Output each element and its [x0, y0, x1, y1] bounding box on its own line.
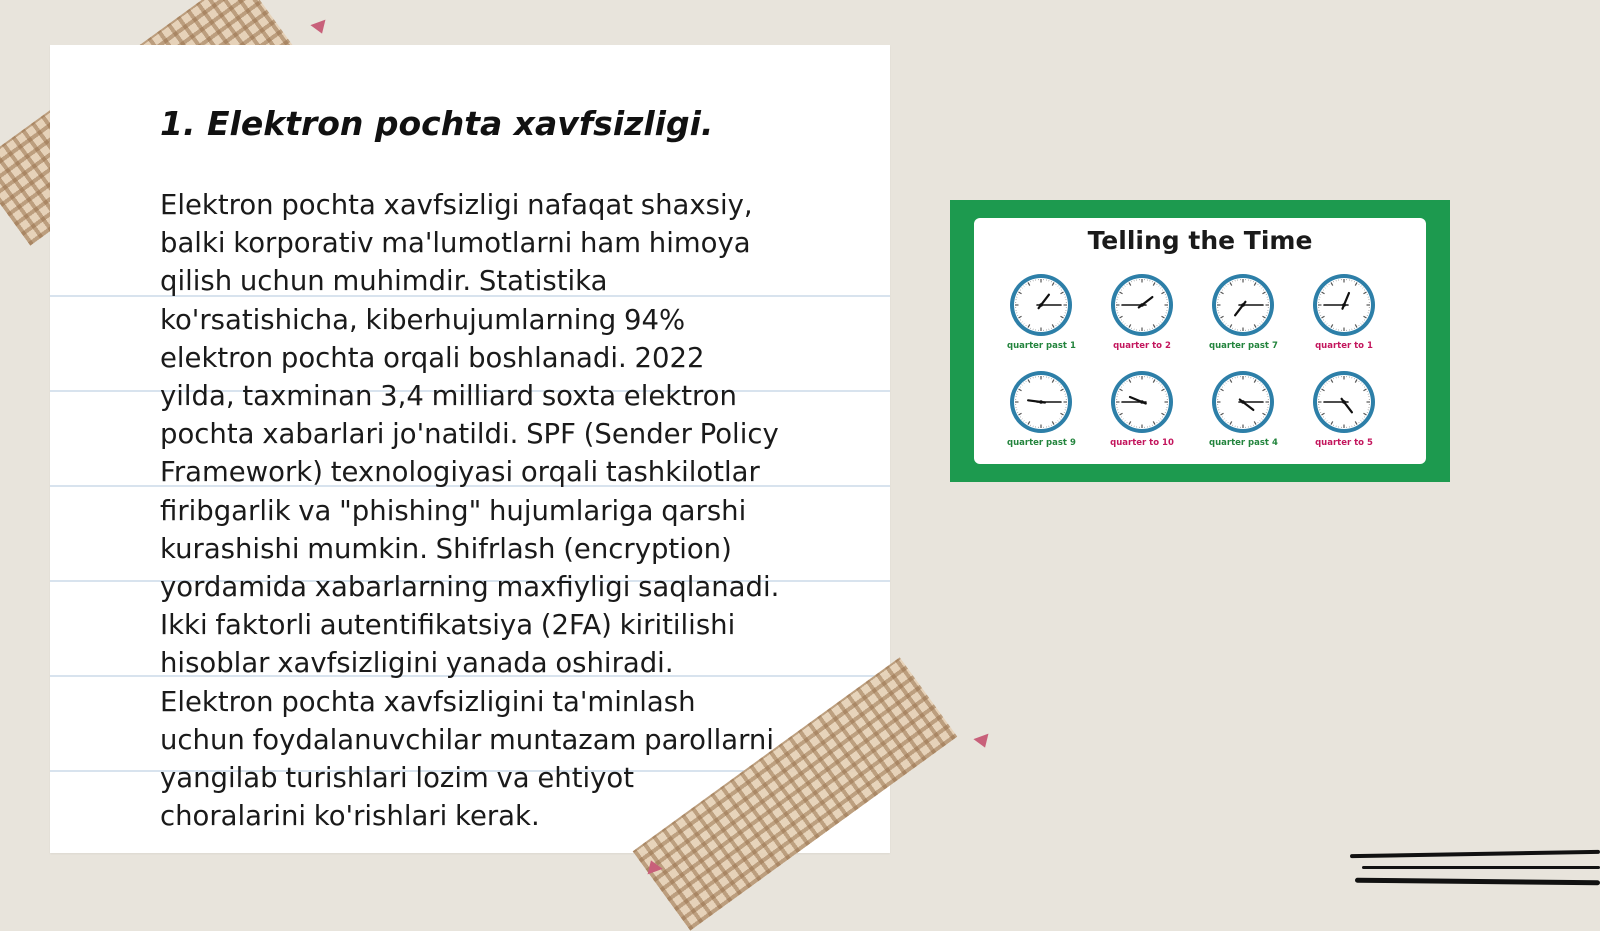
clock-label: quarter to 1: [1310, 341, 1378, 351]
clock-face-icon: [1008, 272, 1074, 338]
clock-face-icon: [1109, 272, 1175, 338]
brush-stroke-decoration: [1362, 866, 1600, 869]
body-text-line: yordamida xabarlarning maxfiyligi saqlanadi.: [160, 568, 850, 606]
clock-label: quarter past 7: [1209, 341, 1277, 351]
body-text-line: yangilab turishlari lozim va ehtiyot: [160, 759, 850, 797]
body-text-line: ko'rsatishicha, kiberhujumlarning 94%: [160, 301, 850, 339]
body-text-line: elektron pochta orqali boshlanadi. 2022: [160, 339, 850, 377]
poster-title: Telling the Time: [974, 226, 1426, 255]
clock-face-icon: [1311, 272, 1377, 338]
clock-label: quarter past 9: [1007, 438, 1075, 448]
slide-title: 1. Elektron pochta xavfsizligi.: [160, 104, 713, 143]
clock-label: quarter past 1: [1007, 341, 1075, 351]
clock-face-icon: [1311, 369, 1377, 435]
clock-label: quarter past 4: [1209, 438, 1277, 448]
body-text-line: Ikki faktorli autentifikatsiya (2FA) kiritilishi: [160, 606, 850, 644]
body-text-line: choralarini ko'rishlari kerak.: [160, 797, 850, 835]
clock-item: [1007, 369, 1075, 448]
body-text-line: kurashishi mumkin. Shifrlash (encryption): [160, 530, 850, 568]
clock-label: quarter to 10: [1108, 438, 1176, 448]
clock-face-icon: [1008, 369, 1074, 435]
body-text-line: Elektron pochta xavfsizligi nafaqat shaxsiy,: [160, 186, 850, 224]
clock-face-icon: [1210, 369, 1276, 435]
clock-item: [1209, 272, 1277, 351]
clock-item: [1310, 369, 1378, 448]
clock-label: quarter to 2: [1108, 341, 1176, 351]
slide-body-text: [160, 186, 850, 835]
body-text-line: Elektron pochta xavfsizligini ta'minlash: [160, 683, 850, 721]
clock-label: quarter to 5: [1310, 438, 1378, 448]
clock-item: [1310, 272, 1378, 351]
body-text-line: uchun foydalanuvchilar muntazam parollarni: [160, 721, 850, 759]
body-text-line: qilish uchun muhimdir. Statistika: [160, 262, 850, 300]
body-text-line: hisoblar xavfsizligini yanada oshiradi.: [160, 644, 850, 682]
tape-tip-decoration: [310, 20, 329, 37]
clock-item: [1007, 272, 1075, 351]
telling-the-time-image: [950, 200, 1450, 482]
tape-tip-decoration: [973, 734, 992, 751]
brush-stroke-decoration: [1350, 850, 1600, 858]
clock-item: [1108, 272, 1176, 351]
poster-panel: [974, 218, 1426, 464]
body-text-line: yilda, taxminan 3,4 milliard soxta elektron: [160, 377, 850, 415]
brush-stroke-decoration: [1355, 878, 1600, 886]
clock-item: [1108, 369, 1176, 448]
body-text-line: Framework) texnologiyasi orqali tashkilotlar: [160, 453, 850, 491]
clock-face-icon: [1210, 272, 1276, 338]
clock-face-icon: [1109, 369, 1175, 435]
body-text-line: firibgarlik va "phishing" hujumlariga qarshi: [160, 492, 850, 530]
clock-item: [1209, 369, 1277, 448]
body-text-line: balki korporativ ma'lumotlarni ham himoya: [160, 224, 850, 262]
body-text-line: pochta xabarlari jo'natildi. SPF (Sender Policy: [160, 415, 850, 453]
